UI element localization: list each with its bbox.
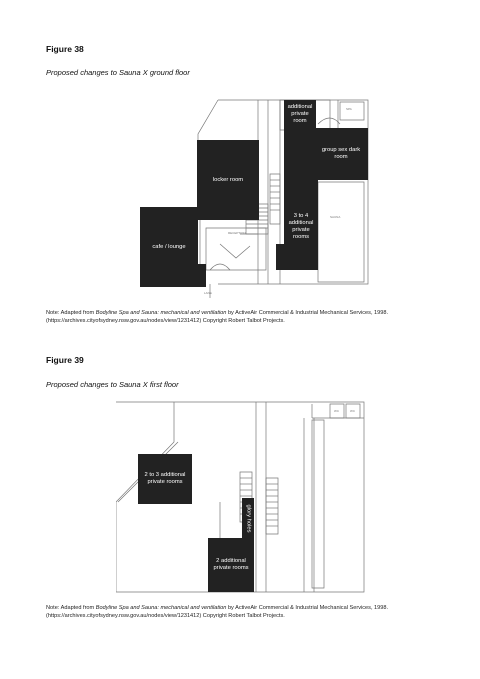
note-source-title: Bodyline Spa and Sauna: mechanical and ventilation [95, 605, 227, 611]
note-prefix: Note: Adapted from [46, 605, 96, 611]
spa-label: SPA [346, 107, 352, 111]
additional-private-room-label: additional private room [287, 103, 313, 124]
additional-private-rooms-label: 3 to 4 additional private rooms [288, 213, 314, 240]
first-floor-plan [116, 398, 366, 594]
wc-label-2: WC [350, 409, 355, 413]
two-additional-private-rooms-label: 2 additional private rooms [213, 558, 249, 571]
additional-private-room [284, 100, 316, 128]
additional-private-rooms-base [276, 244, 318, 270]
figure-39-label: Figure 39 [46, 355, 84, 365]
lane-label: LANE [204, 291, 212, 295]
figure-38-label: Figure 38 [46, 44, 84, 54]
cafe-lounge-label: cafe / lounge [152, 243, 186, 250]
two-additional-private-rooms [208, 538, 254, 592]
figure-39-note [46, 604, 438, 620]
locker-room [197, 140, 259, 220]
private-rooms-2-to-3-label: 2 to 3 additional private rooms [144, 472, 186, 485]
group-sex-dark-room [316, 128, 366, 180]
group-sex-dark-room-label: group sex dark room [321, 147, 361, 160]
note-prefix: Note: Adapted from [46, 310, 96, 316]
reception-label: RECEPTION [228, 231, 246, 235]
ground-floor-plan [140, 94, 372, 304]
glory-holes-label: glory holes [245, 503, 252, 533]
figure-38-caption: Proposed changes to Sauna X ground floor [46, 68, 190, 77]
sauna-label: SAUNA [330, 215, 341, 219]
note-suffix: by ActiveAir Commercial & Industrial Mechanical Services, 1998. (https://archives.cityofsydney.nsw.gov.au/nodes/view/1231412) Copyright Robert Talbot Projects. [46, 310, 389, 324]
glory-holes [242, 498, 254, 538]
figure-38-note [46, 309, 438, 325]
locker-room-label: locker room [212, 176, 244, 183]
cafe-lounge-extension [140, 264, 206, 287]
note-source-title: Bodyline Spa and Sauna: mechanical and ventilation [95, 310, 227, 316]
private-rooms-2-to-3 [138, 454, 192, 504]
note-suffix: by ActiveAir Commercial & Industrial Mechanical Services, 1998. (https://archives.cityofsydney.nsw.gov.au/nodes/view/1231412) Copyright Robert Talbot Projects. [46, 605, 389, 619]
figure-39-caption: Proposed changes to Sauna X first floor [46, 380, 179, 389]
wc-label-1: WC [334, 409, 339, 413]
